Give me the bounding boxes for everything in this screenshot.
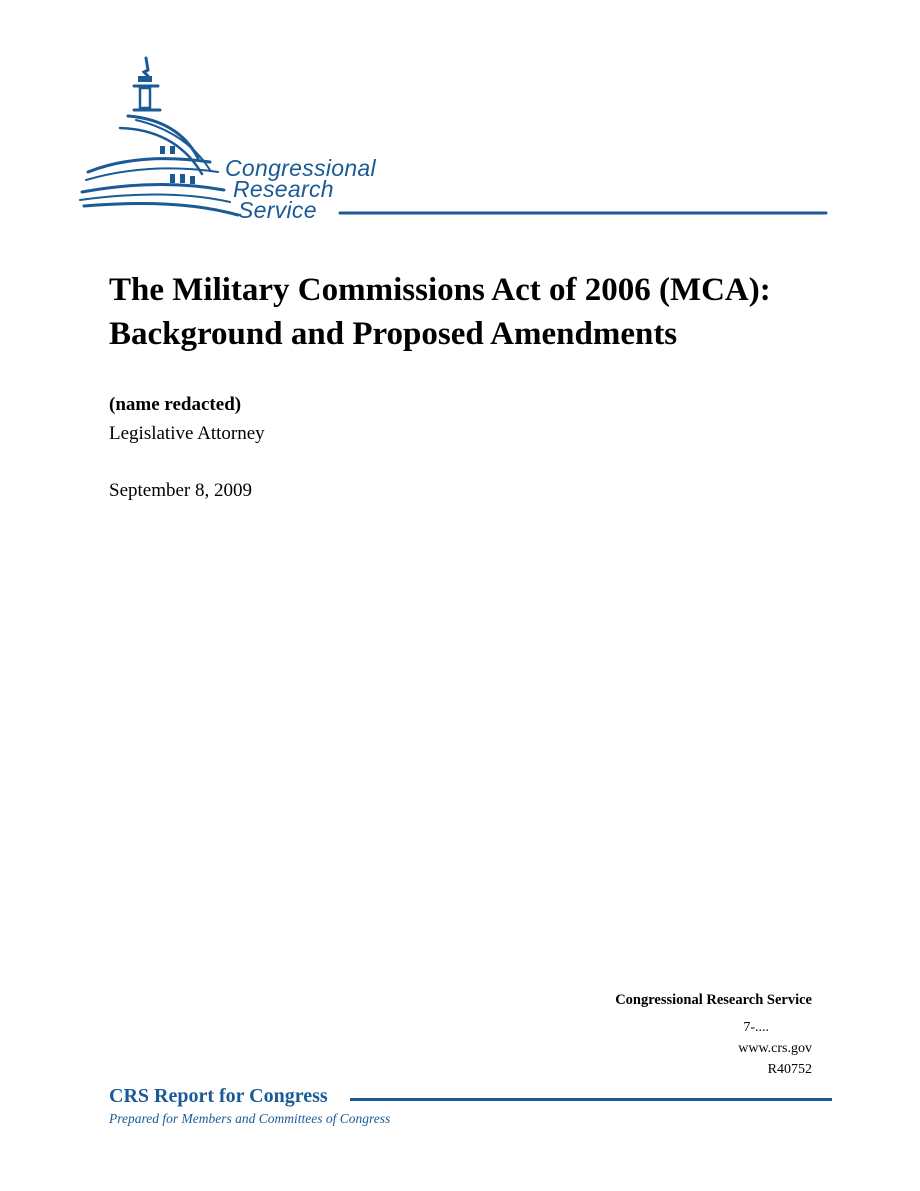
report-title-line-2: Background and Proposed Amendments [109, 316, 678, 352]
report-title-line-1: The Military Commissions Act of 2006 (MCA): [109, 272, 771, 308]
logo-text-research: Research [233, 176, 334, 202]
crs-website: www.crs.gov [738, 1041, 812, 1056]
crs-logo [78, 50, 838, 230]
footer-subtitle: Prepared for Members and Committees of Congress [109, 1111, 391, 1126]
crs-info-block [615, 990, 812, 1080]
crs-org-name: Congressional Research Service [615, 992, 812, 1008]
report-date: September 8, 2009 [109, 480, 253, 501]
author-name: (name redacted) [109, 394, 242, 415]
logo-text-congressional: Congressional [225, 155, 376, 181]
crs-number: 7-.... [743, 1020, 769, 1035]
author-role: Legislative Attorney [109, 423, 265, 444]
footer-rule [350, 1098, 832, 1101]
capitol-dome-icon [78, 50, 838, 230]
footer-title: CRS Report for Congress [109, 1085, 332, 1108]
crs-report-id: R40752 [767, 1062, 812, 1077]
logo-text-service: Service [238, 197, 317, 223]
report-title [109, 268, 849, 356]
